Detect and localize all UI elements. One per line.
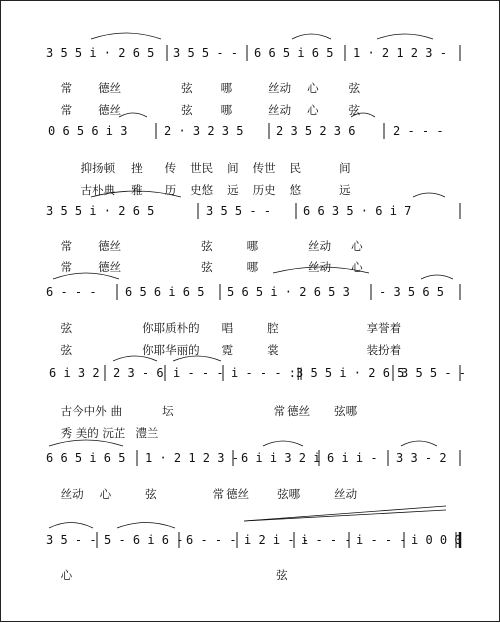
bar-3-3: 6 6 3 5 · 6 i 7 bbox=[303, 204, 412, 218]
bar-7-6: i - - - bbox=[356, 533, 407, 547]
lyric-3a: 常 德丝 弦 哪 丝动 心 bbox=[60, 239, 363, 253]
svg-text:3 3 - 2 bbox=[396, 451, 447, 465]
lyric-5b: 秀 美的 沅芷 澧兰 bbox=[60, 426, 159, 440]
lyric-2b: 古朴典 雅 历 史悠 远 历史 悠 远 bbox=[80, 183, 351, 197]
svg-text:3 5 - - bbox=[46, 533, 97, 547]
lyric-2a: 抑扬顿 挫 传 世民 间 传世 民 间 bbox=[80, 161, 351, 175]
bar-7-2: 5 - 6 i 6 - bbox=[104, 533, 184, 547]
svg-text:1 · 2 1 2 3 - bbox=[353, 46, 447, 60]
bar-7-1: 3 5 - - bbox=[46, 533, 97, 547]
bar-3-1: 3 5 5 i · 2 6 5 bbox=[46, 204, 155, 218]
bar-2-2: 2 · 3 2 3 5 bbox=[164, 124, 244, 138]
svg-text:i - - - bbox=[301, 533, 352, 547]
slurs-1 bbox=[91, 33, 433, 39]
svg-text:6 6 5 i 6 5 bbox=[254, 46, 333, 60]
svg-text:i - - - bbox=[356, 533, 407, 547]
bar-6-5: 3 3 - 2 bbox=[396, 451, 447, 465]
bar-5-2: 2 3 - 6 bbox=[113, 366, 164, 380]
bar-1-2: 3 5 5 - - bbox=[173, 46, 239, 60]
svg-text:3 5 5 - - bbox=[173, 46, 238, 60]
bar-5-1: 6 i 3 2 bbox=[49, 366, 100, 380]
bar-4-3: 5 6 5 i · 2 6 5 3 bbox=[227, 285, 350, 299]
lyric-3b: 常 德丝 弦 哪 丝动 心 bbox=[60, 260, 363, 274]
bar-6-4: 6 i i - bbox=[327, 451, 378, 465]
bar-5-4: i - - - :‖ bbox=[231, 366, 304, 380]
bar-2-4: 2 - - - bbox=[393, 124, 444, 138]
svg-text:1 · 2 1 2 3 - bbox=[145, 451, 239, 465]
bar-6-2: 1 · 2 1 2 3 - bbox=[145, 451, 239, 465]
lyric-4a: 弦 你耶质朴的 唱 腔 享誉着 bbox=[60, 321, 402, 335]
svg-text:i 0 0 0 bbox=[411, 533, 462, 547]
bar-5-5: 3 5 5 i · 2 6 5 bbox=[296, 366, 405, 380]
bar-7-7: i 0 0 0 bbox=[411, 533, 462, 547]
svg-text:3 5 5 - - bbox=[401, 366, 466, 380]
bar-4-2: 6 5 6 i 6 5 bbox=[125, 285, 205, 299]
svg-text:- 3 5 6 5 bbox=[379, 285, 444, 299]
lyric-4b: 弦 你耶华丽的 霓 裳 装扮着 bbox=[60, 343, 402, 357]
bar-7-3: 6 - - - bbox=[186, 533, 237, 547]
svg-text:5 - 6 i 6 - bbox=[104, 533, 183, 547]
lyric-1b: 常 德丝 弦 哪 丝动 心 弦 bbox=[60, 103, 361, 117]
bar-6-3: 6 i i 3 2 i bbox=[241, 451, 321, 465]
bar-4-1: 6 - - - bbox=[46, 285, 97, 299]
bar-7-4: i 2 i - - bbox=[244, 533, 310, 547]
svg-text:6 i i 3 2 i bbox=[241, 451, 320, 465]
svg-text:2 - - - bbox=[393, 124, 444, 138]
svg-text:6 - - - bbox=[186, 533, 237, 547]
bar-5-3: i - - - bbox=[173, 366, 224, 380]
lyric-5a: 古今中外 曲 坛 常 德丝 弦哪 bbox=[60, 404, 358, 418]
svg-text:i 2 i - - bbox=[244, 533, 309, 547]
bar-3-2: 3 5 5 - - bbox=[206, 204, 272, 218]
lyric-1a: 常 德丝 弦 哪 丝动 心 弦 bbox=[60, 81, 361, 95]
bar-5-6: 3 5 5 - - bbox=[401, 366, 467, 380]
lyric-7a: 心 弦 bbox=[60, 568, 288, 582]
bar-4-4: - 3 5 6 5 bbox=[379, 285, 445, 299]
bar-1-4: 1 · 2 1 2 3 - bbox=[353, 46, 447, 60]
bar-1-3: 6 6 5 i 6 5 bbox=[254, 46, 334, 60]
bar-6-1: 6 6 5 i 6 5 bbox=[46, 451, 126, 465]
bar-1-1: 3 5 5 i · 2 6 5 bbox=[46, 46, 155, 60]
svg-text:3 5 5 i · 2 6 5 bbox=[46, 46, 154, 60]
lyric-6a: 丝动 心 弦 常 德丝 弦哪 丝动 bbox=[60, 487, 358, 501]
bar-7-5: i - - - bbox=[301, 533, 352, 547]
svg-text:6 i i - bbox=[327, 451, 378, 465]
bar-2-3: 2 3 5 2 3 6 bbox=[276, 124, 356, 138]
bar-2-1: 0 6 5 6 i 3 bbox=[48, 124, 128, 138]
